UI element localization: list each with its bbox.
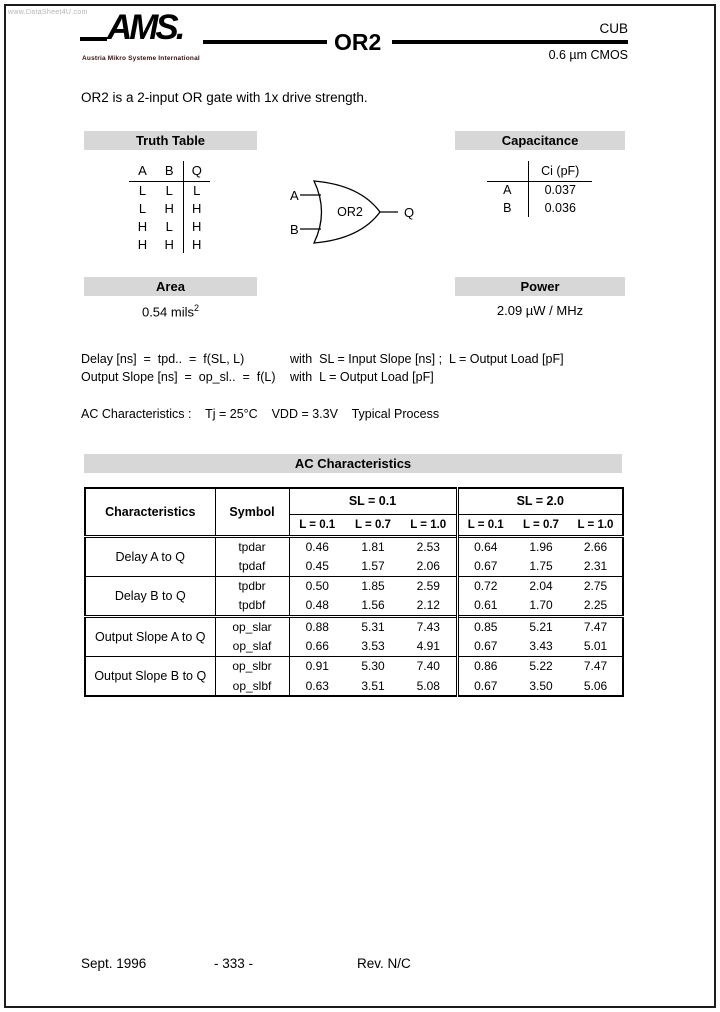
truth-cell: H [137, 218, 148, 234]
pin-label: B [503, 201, 512, 215]
value-cell: 2.53 [401, 536, 457, 556]
value-cell: 1.70 [529, 598, 553, 613]
value-cell: 2.31 [583, 558, 608, 573]
value-cell: 2.04 [513, 576, 569, 596]
value-cell: 0.66 [289, 636, 345, 656]
gate-output-q-label: Q [404, 205, 415, 220]
symbol-cell: tpdbr [215, 576, 289, 596]
symbol-cell: tpdbf [215, 596, 289, 616]
value-cell: 1.75 [529, 558, 553, 573]
ams-logo [80, 8, 206, 66]
value-cell: 0.61 [457, 596, 513, 616]
value-cell: 5.22 [513, 656, 569, 676]
truth-cell: L [138, 182, 147, 198]
symbol-column-header: Symbol [215, 488, 289, 536]
ac-characteristics-heading: AC Characteristics [84, 454, 622, 473]
value-cell: 1.96 [513, 536, 569, 556]
delay-formula: Delay [ns] = tpd.. = f(SL, L) [81, 352, 245, 366]
gate-input-a-label: A [290, 188, 299, 203]
characteristic-name: Delay A to Q [85, 536, 215, 576]
capacitance-column-header: Ci (pF) [528, 161, 592, 181]
value-cell: 1.81 [345, 536, 401, 556]
characteristic-name: Output Slope A to Q [85, 616, 215, 656]
value-cell: 0.63 [289, 676, 345, 696]
capacitance-table [487, 161, 592, 217]
value-cell: 5.21 [513, 616, 569, 636]
footer-revision: Rev. N/C [357, 956, 411, 971]
symbol-cell: tpdaf [215, 556, 289, 576]
input-slope-group-2-header: SL = 2.0 [457, 488, 623, 514]
load-header: L = 1.0 [410, 518, 447, 531]
truth-cell: H [183, 217, 210, 235]
process-technology: 0.6 µm CMOS [548, 48, 628, 62]
value-cell: 5.30 [345, 656, 401, 676]
ac-characteristics-table [84, 487, 624, 697]
value-cell: 3.51 [361, 678, 385, 693]
capacitance-header-row [487, 161, 592, 181]
gate-name-label: OR2 [337, 205, 363, 219]
page-title: OR2 [334, 29, 382, 55]
load-header: L = 0.1 [457, 514, 513, 536]
value-cell: 5.06 [583, 678, 608, 693]
symbol-cell: op_slbf [215, 676, 289, 696]
power-value: 2.09 µW / MHz [496, 303, 584, 318]
value-cell: 2.06 [416, 558, 440, 573]
value-cell: 2.59 [401, 576, 457, 596]
library-family: CUB [599, 21, 628, 36]
value-cell: 0.88 [289, 616, 345, 636]
truth-cell: H [183, 235, 210, 253]
watermark: www.DataSheet4U.com [8, 9, 88, 16]
area-number: 0.54 [141, 304, 168, 320]
value-cell: 4.91 [416, 638, 440, 653]
capacitance-header-spacer [487, 161, 528, 181]
delay-formula-note: with SL = Input Slope [ns] ; L = Output Load [pF] [290, 352, 564, 366]
truth-cell: L [165, 218, 173, 234]
value-cell: 0.86 [457, 656, 513, 676]
truth-cell: H [137, 236, 148, 252]
cell-description: OR2 is a 2-input OR gate with 1x drive strength. [81, 90, 368, 105]
value-cell: 0.67 [457, 556, 513, 576]
value-cell: 2.75 [569, 576, 623, 596]
area-heading: Area [84, 277, 257, 296]
capacitance-heading: Capacitance [455, 131, 625, 150]
slope-formula-note: with L = Output Load [pF] [290, 370, 434, 384]
value-cell: 0.67 [457, 676, 513, 696]
characteristic-name: Output Slope B to Q [85, 656, 215, 696]
truth-cell: H [164, 200, 174, 216]
table-row [85, 616, 623, 636]
footer-page-number: - 333 - [214, 956, 254, 971]
capacitance-value: 0.036 [528, 199, 592, 217]
symbol-cell: op_slaf [215, 636, 289, 656]
truth-table-row [129, 181, 210, 199]
characteristic-name: Delay B to Q [85, 576, 215, 616]
value-cell: 5.01 [583, 638, 608, 653]
value-cell: 0.46 [289, 536, 345, 556]
gate-input-b-label: B [290, 222, 299, 237]
value-cell: 2.66 [569, 536, 623, 556]
ac-header-row-1 [85, 488, 623, 514]
truth-table-row [129, 199, 210, 217]
truth-cell: L [183, 181, 210, 199]
value-cell: 1.57 [361, 558, 385, 573]
value-cell: 1.85 [345, 576, 401, 596]
value-cell: 2.12 [416, 598, 440, 613]
logo-decor-lines-icon [80, 37, 107, 41]
logo-text: AMS. [107, 8, 183, 47]
value-cell: 7.43 [401, 616, 457, 636]
symbol-cell: tpdar [215, 536, 289, 556]
area-unit: mils [170, 304, 195, 320]
truth-table-header-a: A [129, 161, 156, 181]
value-cell: 0.72 [457, 576, 513, 596]
area-value [84, 303, 257, 319]
truth-table-row [129, 217, 210, 235]
table-row [85, 536, 623, 556]
value-cell: 5.31 [345, 616, 401, 636]
symbol-cell: op_slar [215, 616, 289, 636]
truth-cell: H [183, 199, 210, 217]
truth-cell: L [165, 182, 173, 198]
slope-formula: Output Slope [ns] = op_sl.. = f(L) [81, 370, 276, 384]
value-cell: 0.48 [289, 596, 345, 616]
truth-cell: H [164, 236, 174, 252]
capacitance-value: 0.037 [528, 181, 592, 199]
value-cell: 0.64 [457, 536, 513, 556]
symbol-cell: op_slbr [215, 656, 289, 676]
value-cell: 0.91 [289, 656, 345, 676]
load-header: L = 0.7 [523, 518, 559, 531]
power-heading: Power [455, 277, 625, 296]
value-cell: 3.53 [361, 638, 385, 653]
value-cell: 0.45 [289, 556, 345, 576]
logo-subtext: Austria Mikro Systeme International [82, 55, 200, 62]
value-cell: 1.56 [361, 598, 385, 613]
header-rule-right [392, 40, 628, 44]
truth-table [129, 161, 210, 253]
value-cell: 7.40 [401, 656, 457, 676]
characteristics-column-header: Characteristics [105, 504, 196, 519]
truth-table-heading: Truth Table [84, 131, 257, 150]
truth-table-header-q: Q [183, 161, 210, 181]
capacitance-row [487, 181, 592, 199]
header-rule-left [203, 40, 327, 44]
footer-date: Sept. 1996 [81, 956, 147, 971]
input-slope-group-1-header: SL = 0.1 [289, 488, 457, 514]
pin-label: A [503, 183, 512, 198]
table-row [85, 576, 623, 596]
table-row [85, 656, 623, 676]
value-cell: 0.67 [457, 636, 513, 656]
load-header: L = 0.1 [289, 514, 345, 536]
load-header: L = 0.7 [355, 518, 391, 531]
truth-cell: L [138, 200, 147, 216]
area-unit-exponent: 2 [194, 303, 200, 313]
value-cell: 3.43 [529, 638, 553, 653]
capacitance-row [487, 199, 592, 217]
value-cell: 7.47 [569, 616, 623, 636]
test-conditions: AC Characteristics : Tj = 25°C VDD = 3.3V Typical Process [81, 407, 440, 421]
value-cell: 2.25 [583, 598, 608, 613]
value-cell: 0.50 [289, 576, 345, 596]
truth-table-row [129, 235, 210, 253]
value-cell: 5.08 [416, 678, 440, 693]
truth-table-header-b: B [156, 161, 183, 181]
value-cell: 0.85 [457, 616, 513, 636]
value-cell: 3.50 [529, 678, 553, 693]
truth-table-header-row [129, 161, 210, 181]
value-cell: 7.47 [569, 656, 623, 676]
load-header: L = 1.0 [577, 518, 614, 531]
